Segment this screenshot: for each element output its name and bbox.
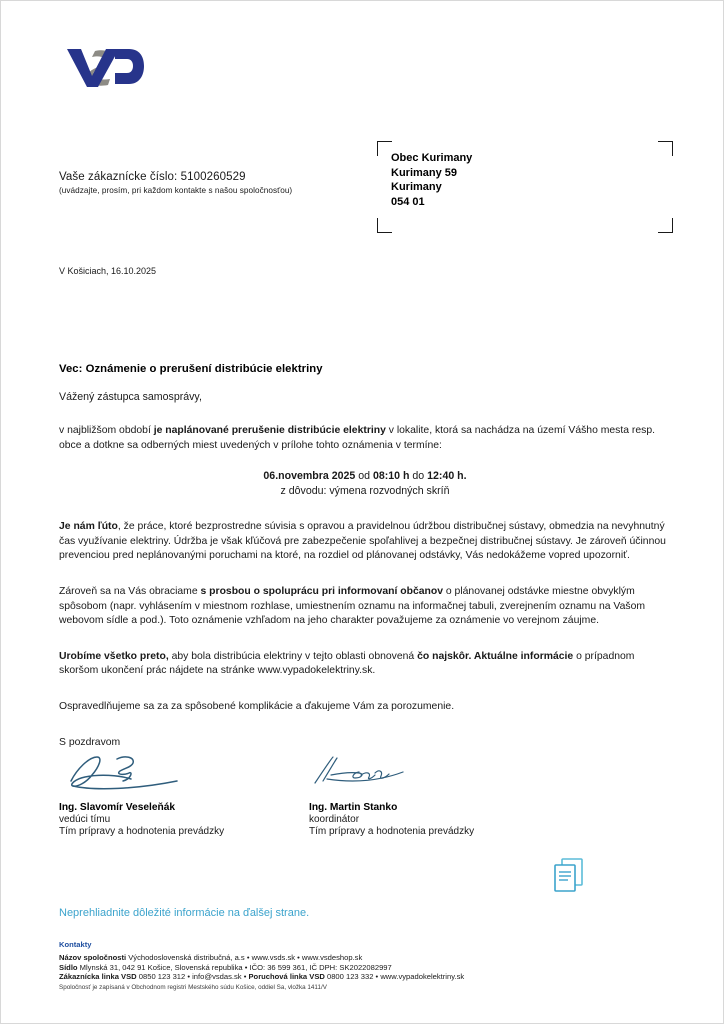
signature-block-2: [309, 753, 559, 837]
p4-part-d: o prípadnom skoršom ukončení prác nájdete na stránke www.vypadokelektriny.sk.: [59, 650, 635, 677]
outage-from-label: od: [355, 470, 373, 483]
vsd-logo: [65, 43, 145, 89]
signer-role-1: vedúci tímu: [59, 814, 111, 825]
signer-role-2: koordinátor: [309, 814, 360, 825]
address-line-2: Kurimany 59: [391, 166, 458, 179]
contact-company-label: Názov spoločnosti: [59, 953, 127, 962]
next-page-notice: Neprehliadnite dôležité informácie na ďalšej strane.: [59, 907, 310, 919]
crop-mark-top-right: [658, 141, 673, 156]
p1-part-a: v najbližšom období: [59, 425, 154, 436]
crop-mark-bottom-left: [377, 218, 392, 233]
address-line-3: Kurimany: [391, 181, 442, 193]
p4-part-c-bold: čo najskôr. Aktuálne informácie: [417, 650, 574, 662]
contact-customerline-value: 0850 123 312 • info@vsdas.sk •: [136, 972, 249, 982]
outage-from-time: 08:10 h: [372, 470, 410, 483]
p4-part-b: aby bola distribúcia elektriny v tejto oblasti obnovená: [168, 650, 418, 662]
paragraph-cooperation: [59, 585, 671, 629]
p1-part-c: v lokalite, ktorá sa nachádza na území Vášho mesta resp. obce a dotkne sa odberných miest uvedených v prílohe tohto oznámenia v termíne:: [59, 425, 656, 451]
recipient-address: [391, 151, 472, 209]
paragraph-restoration: [59, 650, 671, 679]
contact-faultline-label: Poruchová linka VSD: [248, 972, 325, 982]
place-and-date: V Košiciach, 16.10.2025: [59, 266, 157, 276]
registry-note: Spoločnosť je zapísaná v Obchodnom registri Mestského súdu Košice, oddiel Sa, vložka 1411/V: [59, 984, 327, 991]
p2-part-b: , že práce, ktoré bezprostredne súvisia s opravou a pravidelnou údržbou distribučnej sústavy, obmedzia na nevyhnutný čas využívanie elektriny. Údržba je však kľúčová pre zabezpečenie spoľahlivej a bezpečnej distribučnej sústavy. Je zároveň účinnou prevenciou pred neplánovanými poruchami na ktoré, na rozdiel od plánovanej odstávky, Vás nedokážeme vopred upozorniť.: [59, 521, 666, 562]
signer-team-2: Tím prípravy a hodnotenia prevádzky: [309, 826, 475, 837]
contact-company-value: Východoslovenská distribučná, a.s • www.vsds.sk • www.vsdeshop.sk: [126, 953, 363, 962]
signer-team-1: Tím prípravy a hodnotenia prevádzky: [59, 826, 225, 837]
address-line-4: 054 01: [391, 195, 425, 208]
outage-to-label: do: [409, 470, 428, 483]
outage-details: [59, 469, 671, 499]
contact-line-company: [59, 953, 673, 963]
letter-body: [59, 363, 671, 750]
salutation: Vážený zástupca samosprávy,: [59, 391, 202, 403]
paragraph-closing-apology: Ospravedlňujeme sa za za spôsobené komplikácie a ďakujeme Vám za porozumenie.: [59, 700, 455, 712]
customer-number-block: [59, 171, 389, 195]
p3-part-b-bold: s prosbou o spoluprácu pri informovaní občanov: [200, 585, 443, 597]
contact-faultline-value: 0800 123 332 • www.vypadokelektriny.sk: [324, 972, 465, 982]
p3-part-c: o plánovanej odstávke miestne obvyklým spôsobom (napr. vyhlásením v miestnom rozhlase, umiestnením oznamu na informačnej tabuli, zverejnením oznamu na Vašom webovom sídle a pod.). Toto oznámenie vzhľadom na jeho charakter považujeme za oznámenie vo verejnom záujme.: [59, 585, 645, 627]
signer-name-1: Ing. Slavomír Veseleňák: [59, 802, 176, 813]
p2-part-a-bold: Je nám ľúto: [59, 521, 118, 533]
signature-row: [59, 753, 559, 837]
outage-time-line: [59, 469, 671, 484]
signature-image-1: [59, 753, 229, 795]
address-line-1: Obec Kurimany: [391, 152, 473, 164]
contact-customerline-label: Zákaznícka linka VSD: [59, 972, 137, 982]
documents-icon: [552, 856, 586, 896]
p4-part-a-bold: Urobíme všetko preto,: [59, 650, 169, 662]
customer-number-label: Vaše zákaznícke číslo: 5100260529: [59, 171, 246, 183]
paragraph-announcement: [59, 424, 671, 453]
p3-part-a: Zároveň sa na Vás obraciame: [59, 585, 201, 597]
logo-v-shape: [67, 49, 119, 87]
closing-greeting: S pozdravom: [59, 736, 121, 748]
crop-mark-bottom-right: [658, 218, 673, 233]
crop-mark-top-left: [377, 141, 392, 156]
outage-date: 06.novembra 2025: [263, 470, 356, 483]
logo-d-shape: [115, 49, 144, 84]
contacts-heading: Kontakty: [59, 940, 92, 949]
vsd-logo-svg: [65, 43, 145, 89]
outage-reason: z dôvodu: výmena rozvodných skríň: [280, 485, 450, 498]
contacts-block: [59, 953, 673, 982]
subject-line: Vec: Oznámenie o prerušení distribúcie elektriny: [59, 363, 323, 375]
address-window: [377, 141, 673, 233]
p1-part-b-bold: je naplánované prerušenie distribúcie elektriny: [153, 425, 386, 436]
documents-icon-svg: [552, 856, 586, 896]
contact-line-phones: [59, 972, 673, 982]
signature-block-1: [59, 753, 309, 837]
contact-address-label: Sídlo: [59, 962, 78, 972]
contact-line-address: [59, 963, 673, 973]
outage-to-time: 12:40 h.: [427, 470, 467, 483]
signer-name-2: Ing. Martin Stanko: [309, 802, 398, 813]
signature-image-2: [309, 753, 459, 795]
paragraph-apology: [59, 520, 671, 564]
customer-number-note: (uvádzajte, prosím, pri každom kontakte s našou spoločnosťou): [59, 186, 293, 195]
contact-address-value: Mlynská 31, 042 91 Košice, Slovenská republika • IČO: 36 599 361, IČ DPH: SK2022082997: [77, 962, 392, 972]
